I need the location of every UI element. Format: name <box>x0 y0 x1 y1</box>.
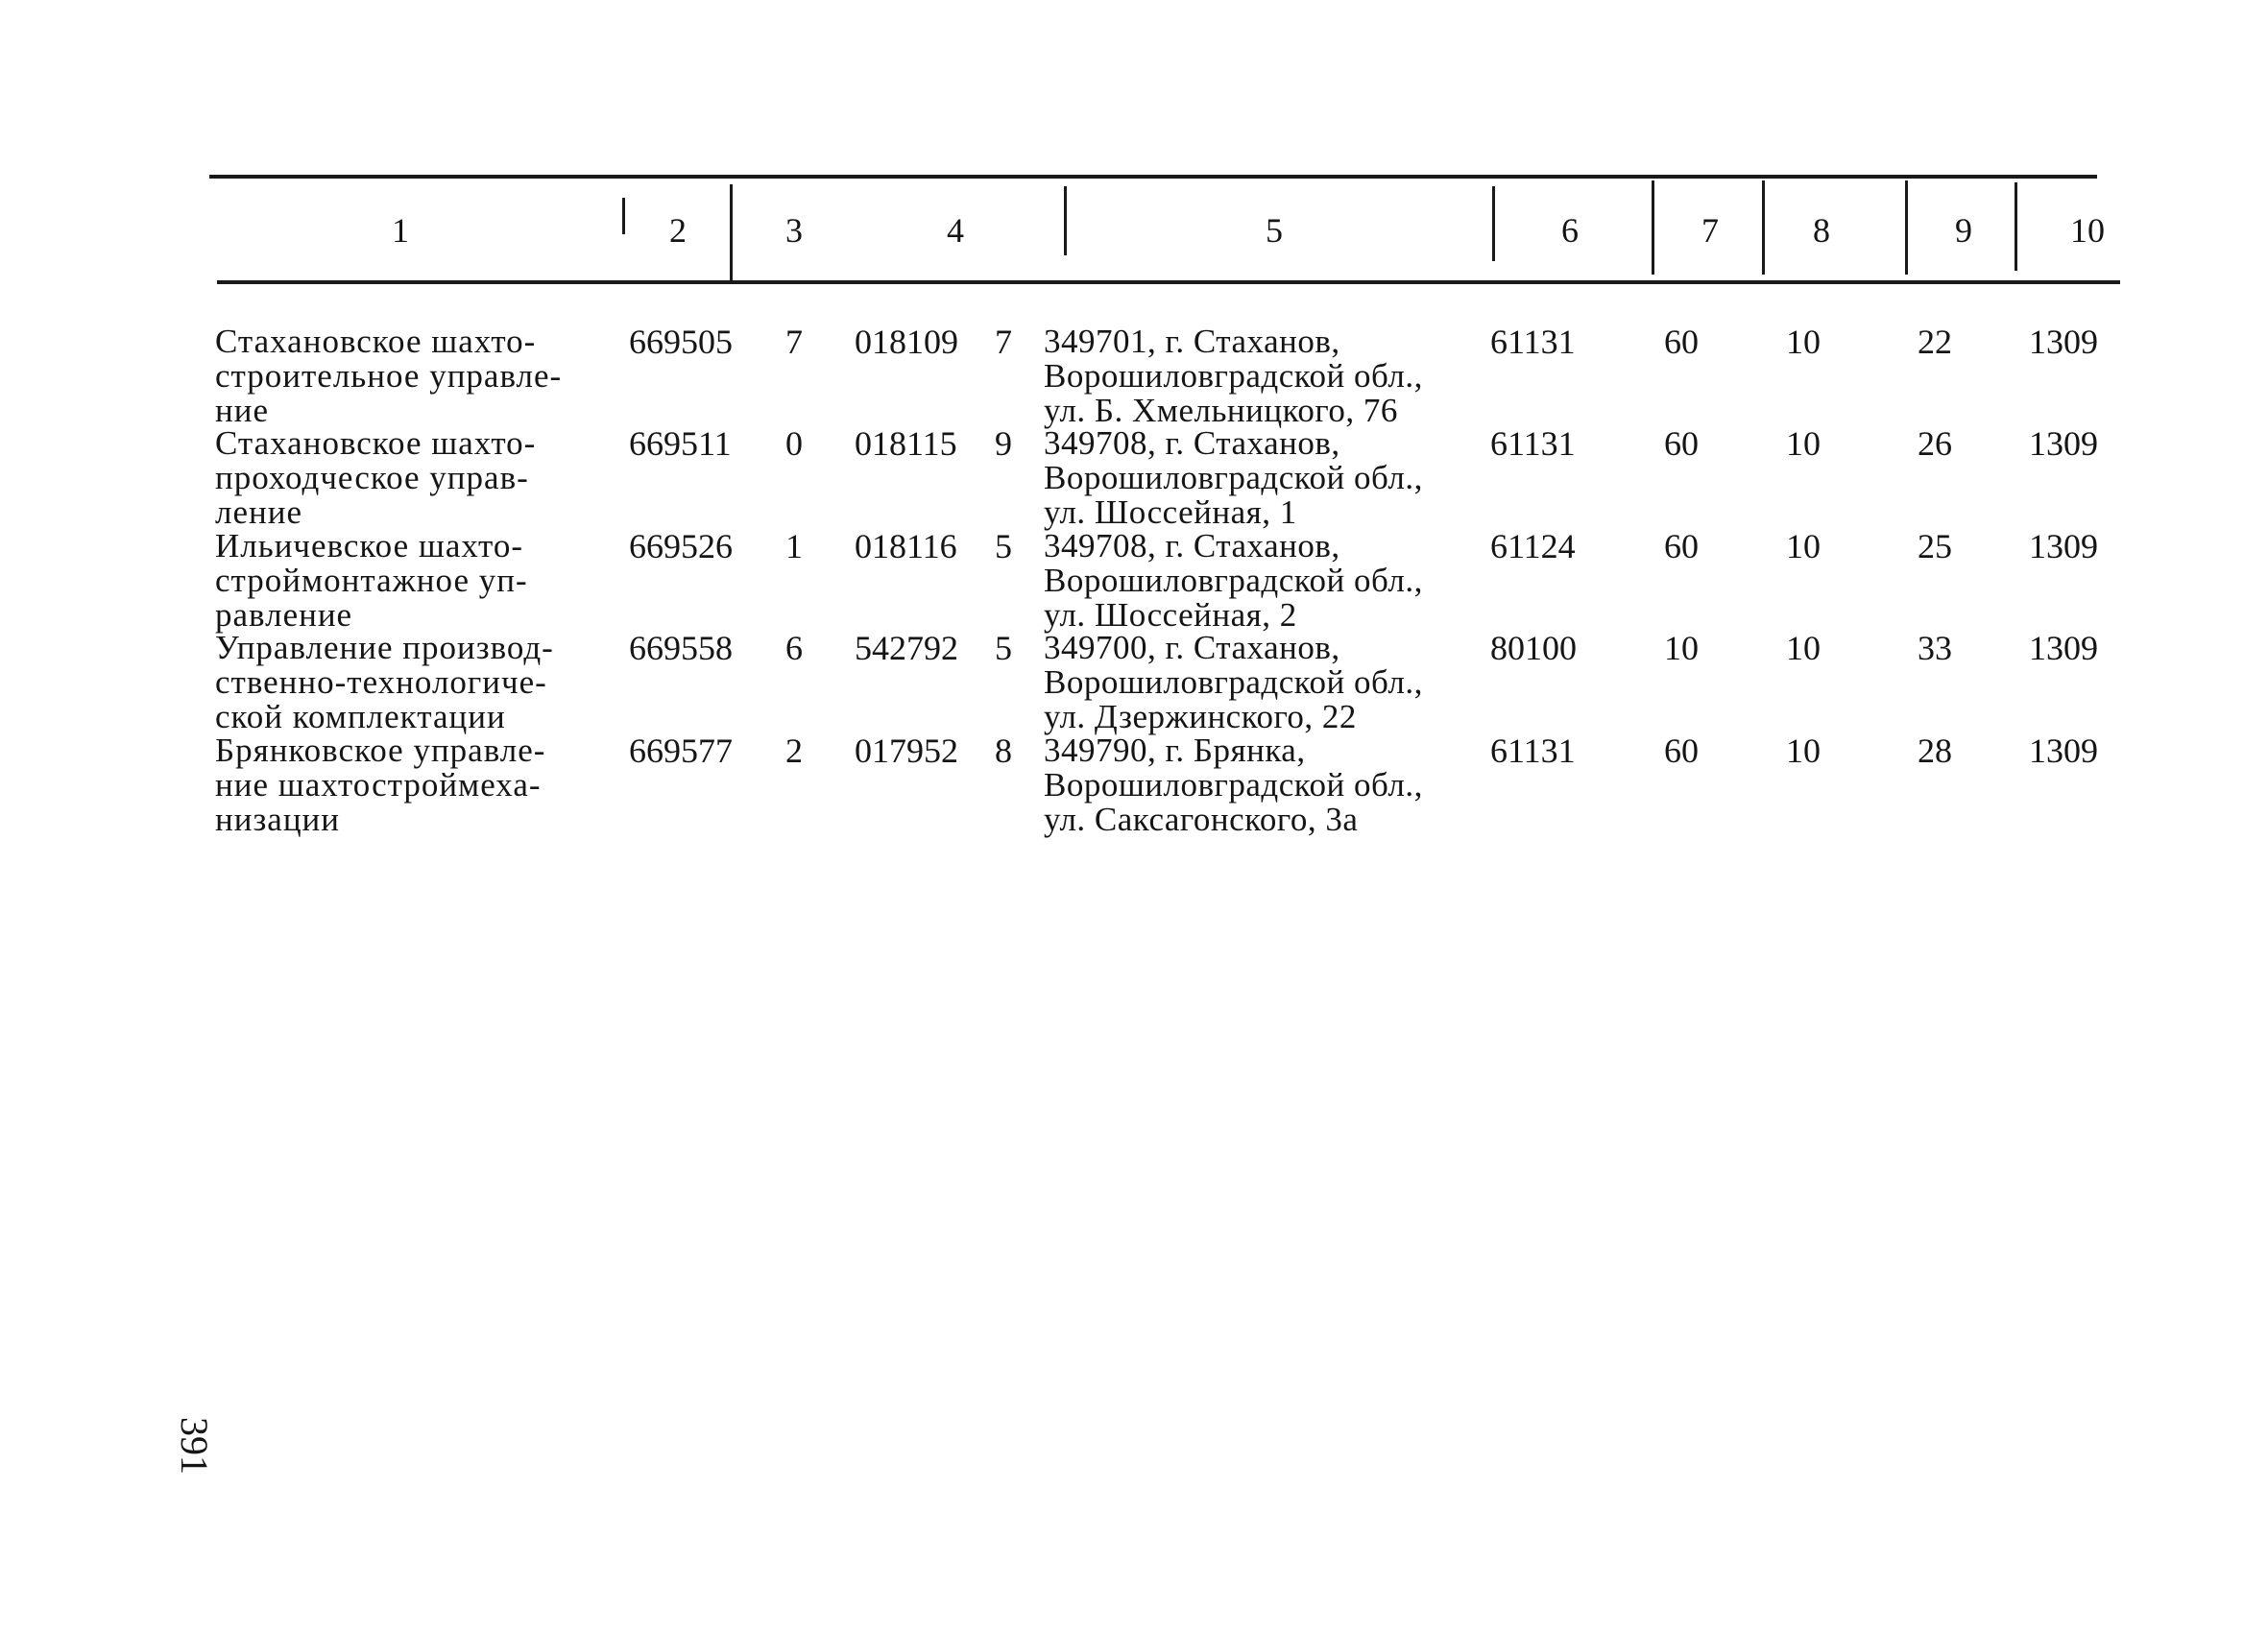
col8-cell: 10 <box>1786 527 1821 565</box>
address-cell: 349701, г. Стаханов, Ворошиловградской обл., ул. Б. Хмельницкого, 76 <box>1044 323 1423 429</box>
col9-cell: 28 <box>1918 732 1952 770</box>
column-header: 7 <box>1701 211 1719 250</box>
col7-cell: 10 <box>1664 629 1699 667</box>
number-cell: 018109 <box>855 323 958 361</box>
col8-cell: 10 <box>1786 732 1821 770</box>
col9-cell: 26 <box>1918 424 1952 463</box>
column-separator <box>1064 186 1067 255</box>
check-digit-cell: 7 <box>785 323 803 361</box>
check-digit-cell: 9 <box>995 424 1012 463</box>
col7-cell: 60 <box>1664 323 1699 361</box>
column-separator <box>1762 180 1765 275</box>
number-cell: 542792 <box>855 629 958 667</box>
organization-name: Брянковское управле- ние шахтостроймеха- низации <box>215 732 546 838</box>
col6-cell: 61131 <box>1490 424 1576 463</box>
address-cell: 349708, г. Стаханов, Ворошиловградской обл., ул. Шоссейная, 1 <box>1044 424 1423 531</box>
organization-name: Стахановское шахто- проходческое управ- ление <box>215 424 537 531</box>
col9-cell: 33 <box>1918 629 1952 667</box>
col10-cell: 1309 <box>2029 629 2098 667</box>
col10-cell: 1309 <box>2029 732 2098 770</box>
table-top-rule <box>209 175 2097 179</box>
number-cell: 018115 <box>855 424 957 463</box>
check-digit-cell: 5 <box>995 629 1012 667</box>
column-header: 5 <box>1266 211 1283 250</box>
code-cell: 669511 <box>629 424 732 463</box>
col9-cell: 25 <box>1918 527 1952 565</box>
code-cell: 669577 <box>629 732 733 770</box>
column-header: 2 <box>669 211 687 250</box>
col8-cell: 10 <box>1786 424 1821 463</box>
code-cell: 669505 <box>629 323 733 361</box>
column-separator <box>2015 182 2017 271</box>
column-separator <box>1492 186 1495 261</box>
organization-name: Управление производ- ственно-технологиче- ской комплектации <box>215 629 554 735</box>
check-digit-cell: 0 <box>785 424 803 463</box>
code-cell: 669558 <box>629 629 733 667</box>
column-separator <box>730 184 733 284</box>
column-separator <box>622 198 625 234</box>
column-separator <box>1905 180 1908 275</box>
col10-cell: 1309 <box>2029 323 2098 361</box>
col7-cell: 60 <box>1664 732 1699 770</box>
organization-name: Ильичевское шахто- строймонтажное уп- равление <box>215 527 528 634</box>
column-header: 8 <box>1813 211 1830 250</box>
check-digit-cell: 6 <box>785 629 803 667</box>
address-cell: 349700, г. Стаханов, Ворошиловградской обл., ул. Дзержинского, 22 <box>1044 629 1423 735</box>
organization-name: Стахановское шахто- строительное управле- ние <box>215 323 563 429</box>
col9-cell: 22 <box>1918 323 1952 361</box>
col10-cell: 1309 <box>2029 527 2098 565</box>
col8-cell: 10 <box>1786 323 1821 361</box>
column-header: 1 <box>392 211 409 250</box>
check-digit-cell: 5 <box>995 527 1012 565</box>
column-header: 10 <box>2070 211 2105 250</box>
page-number: 391 <box>173 1417 216 1475</box>
check-digit-cell: 1 <box>785 527 803 565</box>
check-digit-cell: 2 <box>785 732 803 770</box>
check-digit-cell: 7 <box>995 323 1012 361</box>
address-cell: 349790, г. Брянка, Ворошиловградской обл., ул. Саксагонского, 3а <box>1044 732 1423 838</box>
col6-cell: 61131 <box>1490 323 1576 361</box>
number-cell: 017952 <box>855 732 958 770</box>
col7-cell: 60 <box>1664 527 1699 565</box>
col10-cell: 1309 <box>2029 424 2098 463</box>
col6-cell: 61131 <box>1490 732 1576 770</box>
check-digit-cell: 8 <box>995 732 1012 770</box>
column-header: 6 <box>1561 211 1579 250</box>
col8-cell: 10 <box>1786 629 1821 667</box>
column-separator <box>1652 180 1654 275</box>
col6-cell: 61124 <box>1490 527 1576 565</box>
code-cell: 669526 <box>629 527 733 565</box>
col6-cell: 80100 <box>1490 629 1577 667</box>
address-cell: 349708, г. Стаханов, Ворошиловградской обл., ул. Шоссейная, 2 <box>1044 527 1423 634</box>
header-bottom-rule <box>217 280 2120 284</box>
number-cell: 018116 <box>855 527 957 565</box>
column-header: 4 <box>947 211 964 250</box>
column-header: 9 <box>1955 211 1972 250</box>
column-header: 3 <box>785 211 803 250</box>
col7-cell: 60 <box>1664 424 1699 463</box>
